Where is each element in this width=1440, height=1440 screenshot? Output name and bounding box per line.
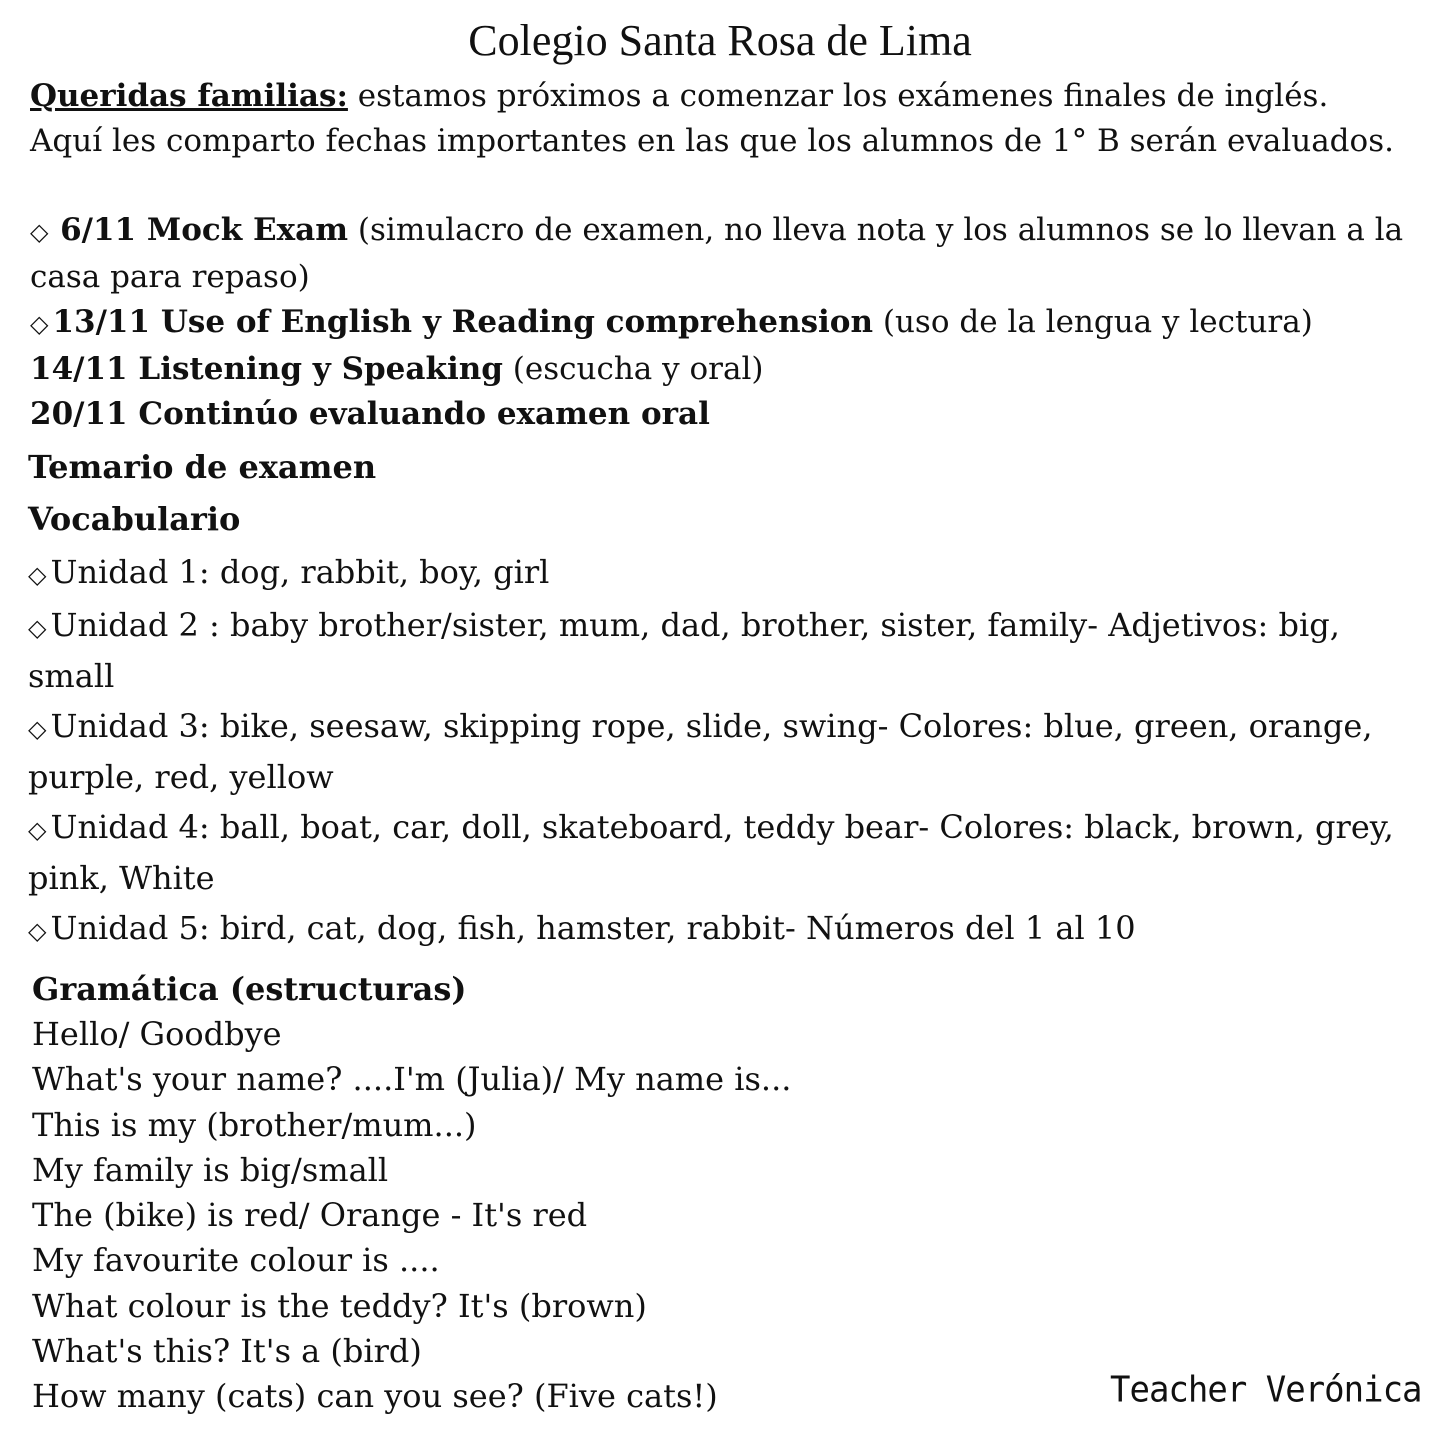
- diamond-bullet-icon: ◇: [28, 614, 47, 642]
- intro-paragraph: [30, 74, 1410, 164]
- diamond-bullet-icon: ◇: [30, 310, 49, 338]
- grammar-list: [32, 1012, 1082, 1420]
- vocab-unit-item: [28, 601, 1413, 700]
- date-item-text: (escucha y oral): [502, 351, 764, 387]
- grammar-line: Hello/ Goodbye: [32, 1015, 282, 1053]
- date-item-text: (simulacro de examen, no lleva nota y los alumnos se lo llevan a la casa para repaso): [30, 212, 1404, 295]
- grammar-heading: Gramática (estructuras): [32, 970, 467, 1008]
- grammar-line: What's this? It's a (bird): [32, 1332, 422, 1371]
- vocab-unit-text: Unidad 4: ball, boat, car, doll, skateboard, teddy bear- Colores: black, brown, grey, pink, White: [28, 808, 1394, 897]
- date-item-bold: 13/11 Use of English y Reading comprehension: [52, 304, 874, 340]
- date-item-bold: 14/11 Listening y Speaking: [30, 351, 503, 387]
- vocab-unit-text: Unidad 3: bike, seesaw, skipping rope, slide, swing- Colores: blue, green, orange, purple, red, yellow: [28, 707, 1373, 796]
- temario-heading: Temario de examen: [28, 448, 377, 486]
- grammar-line: What's your name? ....I'm (Julia)/ My name is...: [32, 1060, 792, 1099]
- vocabulary-list: [28, 548, 1413, 957]
- date-item: [30, 392, 1410, 437]
- diamond-bullet-icon: ◇: [28, 561, 47, 589]
- date-item: [30, 347, 1410, 392]
- grammar-line: My favourite colour is ....: [32, 1241, 440, 1280]
- vocab-unit-text: Unidad 1: dog, rabbit, boy, girl: [50, 553, 550, 591]
- date-item-text: (uso de la lengua y lectura): [873, 304, 1313, 340]
- date-item-bold: 6/11 Mock Exam: [60, 212, 349, 248]
- vocab-unit-item: [28, 904, 1413, 955]
- document-title: Colegio Santa Rosa de Lima: [468, 16, 972, 65]
- vocabulary-heading: Vocabulario: [28, 500, 241, 538]
- date-item-bold: 20/11 Continúo evaluando examen oral: [30, 396, 710, 432]
- grammar-line: How many (cats) can you see? (Five cats!): [32, 1377, 718, 1416]
- grammar-line: This is my (brother/mum...): [32, 1105, 477, 1144]
- vocab-unit-item: [28, 702, 1413, 801]
- grammar-line: My family is big/small: [32, 1150, 389, 1189]
- exam-dates-list: [30, 208, 1410, 437]
- vocab-unit-item: [28, 548, 1413, 599]
- date-item: [30, 208, 1410, 300]
- date-item: [30, 300, 1410, 347]
- diamond-bullet-icon: ◇: [28, 816, 47, 844]
- grammar-line: What colour is the teddy? It's (brown): [32, 1286, 647, 1325]
- diamond-bullet-icon: ◇: [28, 715, 47, 743]
- vocab-unit-text: Unidad 2 : baby brother/sister, mum, dad, brother, sister, family- Adjetivos: big, small: [28, 606, 1340, 695]
- diamond-bullet-icon: ◇: [30, 218, 57, 246]
- teacher-signature: Teacher Verónica: [1110, 1369, 1422, 1411]
- intro-lead: Queridas familias:: [30, 78, 348, 114]
- intro-text: estamos próximos a comenzar los exámenes finales de inglés. Aquí les comparto fechas importantes en las que los alumnos de 1° B serán evaluados.: [30, 78, 1394, 159]
- grammar-line: The (bike) is red/ Orange - It's red: [32, 1196, 588, 1235]
- diamond-bullet-icon: ◇: [28, 917, 47, 945]
- vocab-unit-item: [28, 803, 1413, 902]
- vocab-unit-text: Unidad 5: bird, cat, dog, fish, hamster, rabbit- Números del 1 al 10: [50, 909, 1136, 947]
